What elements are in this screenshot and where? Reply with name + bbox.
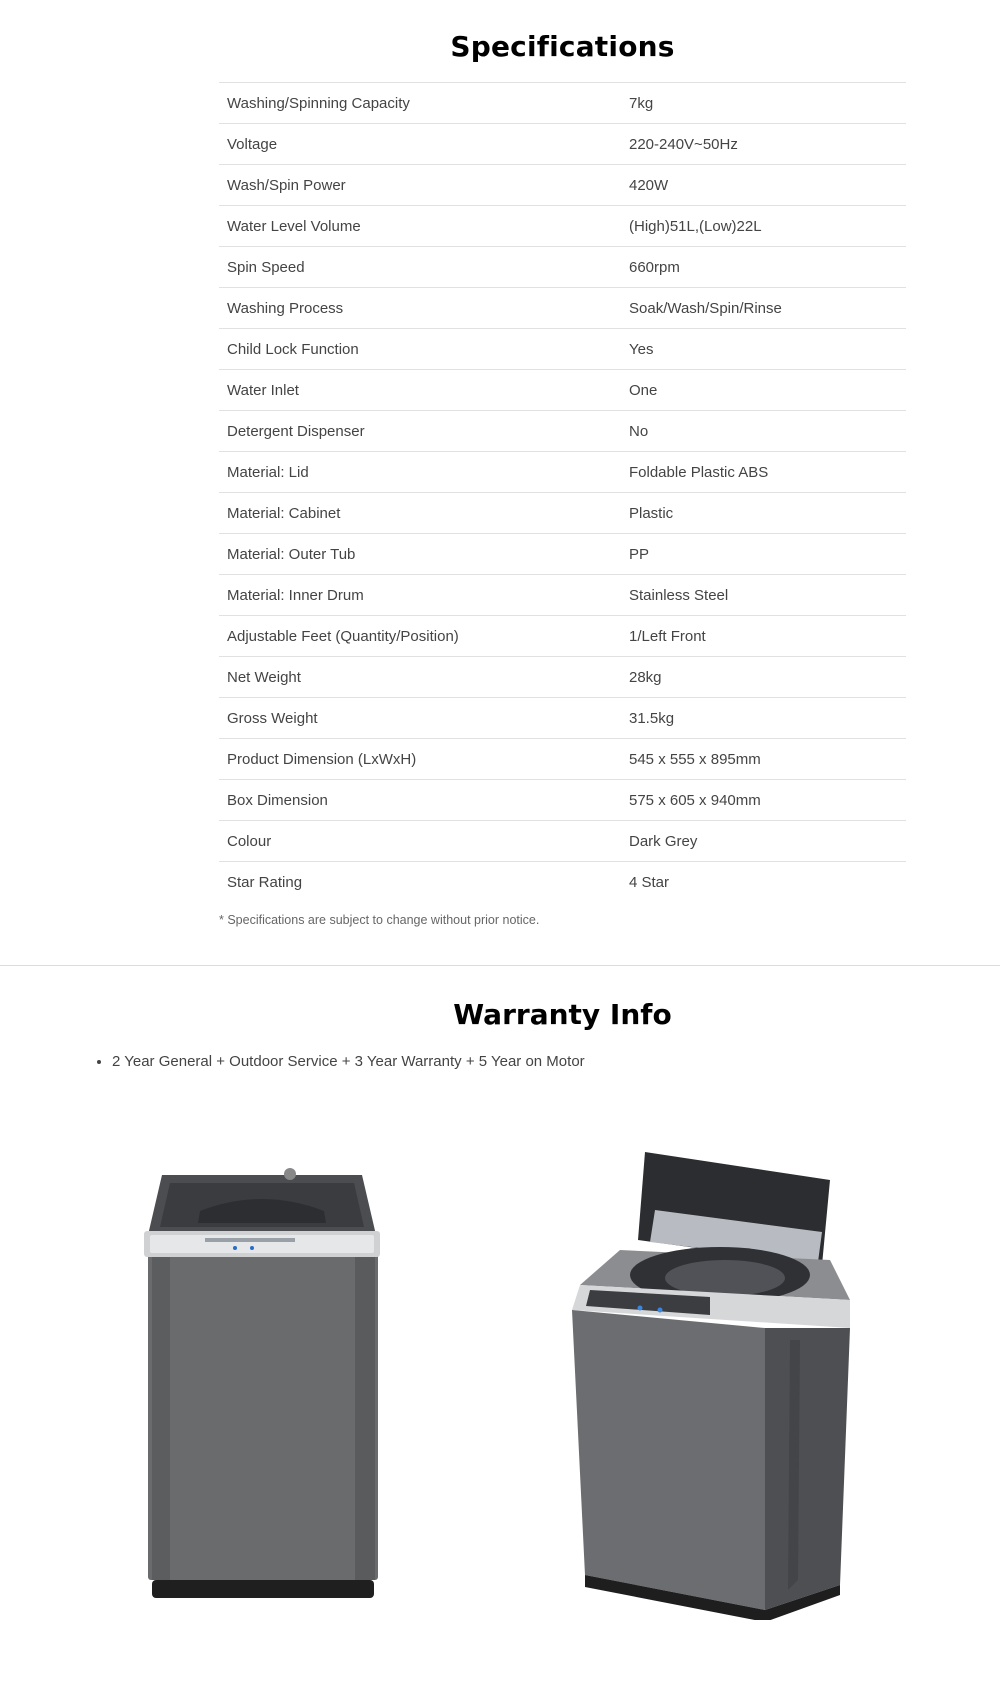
spec-label: Product Dimension (LxWxH)	[227, 750, 417, 768]
spec-label: Material: Inner Drum	[227, 586, 364, 604]
washer-front-image	[140, 1165, 385, 1605]
spec-row	[219, 739, 906, 780]
spec-row	[219, 247, 906, 288]
spec-row	[219, 862, 906, 903]
spec-row	[219, 83, 906, 124]
spec-row	[219, 616, 906, 657]
spec-row	[219, 780, 906, 821]
washer-angled-image	[560, 1150, 855, 1620]
spec-value: Stainless Steel	[629, 586, 729, 604]
spec-label: Child Lock Function	[227, 340, 359, 358]
spec-row	[219, 821, 906, 862]
spec-row	[219, 411, 906, 452]
spec-value: PP	[629, 545, 650, 563]
spec-label: Washing/Spinning Capacity	[227, 94, 410, 112]
spec-label: Water Level Volume	[227, 217, 361, 235]
spec-label: Water Inlet	[227, 381, 299, 399]
specifications-title: Specifications	[450, 30, 675, 63]
spec-label: Material: Outer Tub	[227, 545, 356, 563]
spec-value: 4 Star	[629, 873, 670, 891]
spec-value: 660rpm	[629, 258, 680, 276]
warranty-title: Warranty Info	[453, 998, 672, 1031]
spec-label: Adjustable Feet (Quantity/Position)	[227, 627, 459, 645]
section-divider	[0, 965, 1000, 966]
spec-value: Soak/Wash/Spin/Rinse	[629, 299, 782, 317]
spec-row	[219, 575, 906, 616]
spec-value: 31.5kg	[629, 709, 675, 727]
spec-row	[219, 657, 906, 698]
spec-row	[219, 698, 906, 739]
spec-value: (High)51L,(Low)22L	[629, 217, 762, 235]
spec-value: 575 x 605 x 940mm	[629, 791, 761, 809]
spec-label: Box Dimension	[227, 791, 328, 809]
warranty-item: • 2 Year General + Outdoor Service + 3 Year Warranty + 5 Year on Motor	[112, 1053, 585, 1070]
spec-label: Voltage	[227, 135, 278, 153]
spec-value: 545 x 555 x 895mm	[629, 750, 761, 768]
spec-value: 1/Left Front	[629, 627, 706, 645]
spec-value: 420W	[629, 176, 669, 194]
spec-label: Net Weight	[227, 668, 301, 686]
spec-label: Material: Lid	[227, 463, 309, 481]
spec-row	[219, 206, 906, 247]
spec-row	[219, 288, 906, 329]
spec-row	[219, 534, 906, 575]
spec-row	[219, 124, 906, 165]
spec-label: Detergent Dispenser	[227, 422, 365, 440]
spec-label: Star Rating	[227, 873, 303, 891]
spec-row	[219, 493, 906, 534]
spec-label: Wash/Spin Power	[227, 176, 346, 194]
spec-label: Material: Cabinet	[227, 504, 341, 522]
spec-row	[219, 370, 906, 411]
spec-value: Foldable Plastic ABS	[629, 463, 769, 481]
spec-value: No	[629, 422, 649, 440]
spec-value: Dark Grey	[629, 832, 698, 850]
specifications-table	[219, 82, 906, 902]
warranty-list	[112, 1053, 585, 1070]
specifications-note: * Specifications are subject to change without prior notice.	[219, 913, 540, 927]
spec-label: Colour	[227, 832, 272, 850]
spec-row	[219, 329, 906, 370]
spec-value: Plastic	[629, 504, 674, 522]
spec-value: 220-240V~50Hz	[629, 135, 738, 153]
spec-label: Spin Speed	[227, 258, 305, 276]
spec-value: Yes	[629, 340, 654, 358]
spec-label: Washing Process	[227, 299, 344, 317]
spec-label: Gross Weight	[227, 709, 318, 727]
spec-value: One	[629, 381, 658, 399]
spec-row	[219, 452, 906, 493]
spec-value: 28kg	[629, 668, 662, 686]
spec-row	[219, 165, 906, 206]
spec-value: 7kg	[629, 94, 654, 112]
